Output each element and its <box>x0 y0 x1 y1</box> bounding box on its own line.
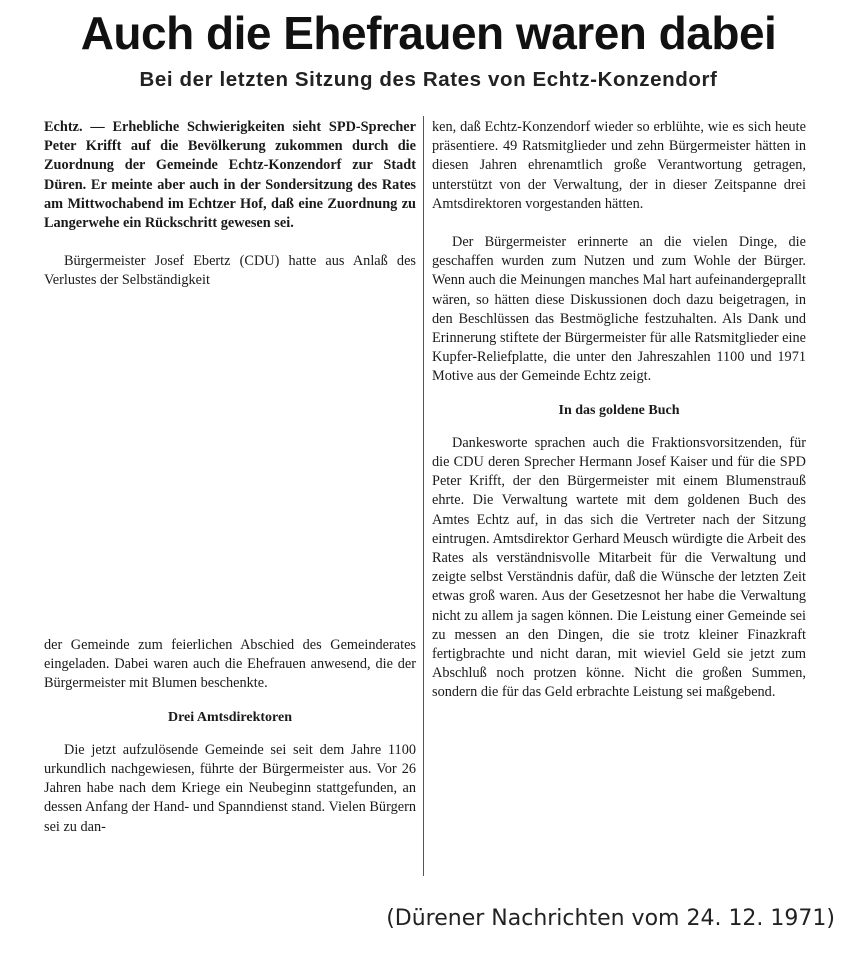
body-paragraph: ken, daß Echtz-Konzendorf wieder so erblühte, wie es sich heute präsentiere. 49 Ratsmitglieder und zehn Bürgermeister hätten in diesen Jahren ehrenamtlich große Verantwortung getragen, unterstützt von der Verwaltung, der in dieser Zeitspanne drei Amtsdirektoren vorgestanden hätten. <box>432 119 806 212</box>
column-divider <box>423 116 424 876</box>
column-right <box>432 118 806 703</box>
source-citation: (Dürener Nachrichten vom 24. 12. 1971) <box>386 906 835 931</box>
body-paragraph: Dankesworte sprachen auch die Fraktionsvorsitzenden, für die CDU deren Sprecher Hermann Josef Kaiser und für die SPD Peter Krifft, der den Bürgermeister mit einem Blumenstrauß ehrte. Die Verwaltung wartete mit dem goldenen Buch des Amtes Echtz auf, in das sich die Vertreter nach der Sitzung eintrugen. Amtsdirektor Gerhard Meusch würdigte die Arbeit des Rates als verständnisvolle Mitarbeit für die Verwaltung und zeigte selbst Verständnis dafür, daß die Wünsche der letzten Zeit etwas groß waren. Aus der Gesetzesnot her habe die Verwaltung nicht zu allem ja sagen können. Die Leistung einer Gemeinde sei zu messen an den Dingen, die sie trotz kleiner Finazkraft fertigbrachte und nicht daran, mit wieviel Geld sie jetzt zum Abschluß noch protzen könne. Nicht die großen Summen, sondern die für das Geld erbrachte Leistung sei maßgebend. <box>432 434 806 701</box>
section-heading-goldene-buch: In das goldene Buch <box>558 402 680 418</box>
column-left-top <box>44 118 416 291</box>
headline: Auch die Ehefrauen waren dabei <box>80 7 777 59</box>
section-heading-drei-amtsdirektoren: Drei Amtsdirektoren <box>167 709 293 725</box>
subheadline: Bei der letzten Sitzung des Rates von Echtz-Konzendorf <box>139 68 718 91</box>
column-left-bottom <box>44 636 416 837</box>
lead-paragraph: Echtz. — Erhebliche Schwierigkeiten sieht SPD-Sprecher Peter Krifft auf die Bevölkerung zukommen durch die Zuordnung der Gemeinde Echtz-Konzendorf zur Stadt Düren. Er meinte aber auch in der Sondersitzung des Rates am Mittwochabend im Echtzer Hof, daß eine Zuordnung zu Langerwehe ein Rückschritt gewesen sei. <box>44 119 416 232</box>
body-paragraph: Bürgermeister Josef Ebertz (CDU) hatte aus Anlaß des Verlustes der Selbständigkeit <box>44 253 416 289</box>
body-paragraph: Der Bürgermeister erinnerte an die vielen Dinge, die geschaffen wurden zum Nutzen und zum Wohle der Bürger. Wenn auch die Meinungen manches Mal hart aufeinandergeprallt wären, so hätten diese Diskussionen doch dazu beigetragen, in den Beschlüssen das Bestmögliche festzuhalten. Als Dank und Erinnerung stiftete der Bürgermeister für alle Ratsmitglieder eine Kupfer-Reliefplatte, die unter den Jahreszahlen 1100 und 1971 Motive aus der Gemeinde Echtz zeigt. <box>432 234 806 385</box>
body-paragraph: der Gemeinde zum feierlichen Abschied des Gemeinderates eingeladen. Dabei waren auch die Ehefrauen anwesend, die der Bürgermeister mit Blumen beschenkte. <box>44 637 416 692</box>
body-paragraph: Die jetzt aufzulösende Gemeinde sei seit dem Jahre 1100 urkundlich nachgewiesen, führte der Bürgermeister aus. Vor 26 Jahren habe nach dem Kriege ein Neubeginn stattgefunden, an dessen Anfang der Hand- und Spanndienst stand. Vielen Bürgern sei zu dan- <box>44 741 416 835</box>
